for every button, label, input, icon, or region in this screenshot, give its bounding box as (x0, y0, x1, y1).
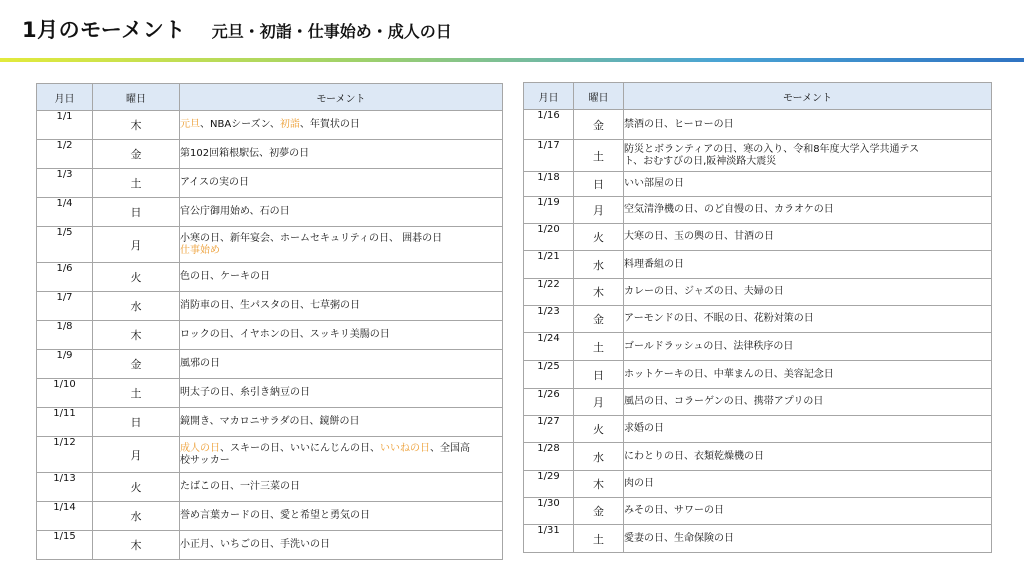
table-row (524, 471, 992, 498)
weekday-cell: 土 (93, 169, 180, 198)
date-cell: 1/20 (524, 224, 574, 251)
moment-text: 防災とボランティアの日、寒の入り、令和8年度大学入学共通テス (624, 143, 920, 155)
date-cell: 1/12 (37, 437, 93, 473)
moment-cell (180, 140, 503, 169)
table-row (37, 292, 503, 321)
moment-text: 鏡開き、マカロニサラダの日、鏡餅の日 (180, 416, 360, 427)
weekday-cell: 月 (93, 227, 180, 263)
header-date: 月日 (524, 83, 574, 110)
table-row (524, 306, 992, 333)
weekday-cell: 日 (574, 361, 624, 389)
table-row (524, 361, 992, 389)
header-date: 月日 (37, 84, 93, 111)
moment-text: 、スキーの日、いいにんじんの日、 (220, 442, 380, 454)
moment-cell (624, 416, 992, 443)
weekday-cell: 土 (93, 379, 180, 408)
moment-cell (624, 110, 992, 140)
moment-cell (624, 389, 992, 416)
date-cell: 1/21 (524, 251, 574, 279)
date-cell: 1/25 (524, 361, 574, 389)
moment-text: カレーの日、ジャズの日、夫婦の日 (624, 286, 784, 297)
date-cell: 1/19 (524, 197, 574, 224)
date-cell: 1/11 (37, 408, 93, 437)
table-row (524, 498, 992, 525)
table-row (37, 350, 503, 379)
moment-cell (180, 321, 503, 350)
table-row (37, 140, 503, 169)
date-cell: 1/3 (37, 169, 93, 198)
moment-text: 、全国高 (430, 442, 470, 454)
moment-text: 愛妻の日、生命保険の日 (624, 532, 734, 544)
table-row (37, 437, 503, 473)
table-row (524, 172, 992, 197)
moment-cell (180, 292, 503, 321)
table-row (37, 321, 503, 350)
moment-cell (180, 263, 503, 292)
date-cell: 1/8 (37, 321, 93, 350)
date-cell: 1/26 (524, 389, 574, 416)
moment-text: 色の日、ケーキの日 (180, 271, 270, 282)
moment-cell (180, 531, 503, 560)
weekday-cell: 土 (574, 140, 624, 172)
date-cell: 1/1 (37, 111, 93, 140)
moment-cell (180, 350, 503, 379)
moment-text: 、年賀状の日 (299, 119, 360, 130)
moment-text: みその日、サワーの日 (624, 505, 724, 516)
table-row (37, 473, 503, 502)
header-moment: モーメント (624, 83, 992, 110)
date-cell: 1/5 (37, 227, 93, 263)
weekday-cell: 日 (93, 198, 180, 227)
date-cell: 1/28 (524, 443, 574, 471)
moment-cell (624, 471, 992, 498)
table-row (524, 279, 992, 306)
weekday-cell: 木 (574, 279, 624, 306)
date-cell: 1/17 (524, 140, 574, 172)
moment-cell (624, 525, 992, 553)
table-row (524, 110, 992, 140)
moment-text: 校サッカー (180, 454, 230, 466)
moment-cell (180, 437, 503, 473)
weekday-cell: 火 (93, 263, 180, 292)
table-row (524, 525, 992, 553)
moment-text: ホットケーキの日、中華まんの日、美容記念日 (624, 368, 834, 380)
moment-cell (624, 251, 992, 279)
header-dow: 曜日 (93, 84, 180, 111)
weekday-cell: 土 (574, 525, 624, 553)
moment-text: ロックの日、イヤホンの日、スッキリ美腸の日 (180, 329, 390, 340)
weekday-cell: 水 (574, 251, 624, 279)
date-cell: 1/13 (37, 473, 93, 502)
date-cell: 1/30 (524, 498, 574, 525)
table-row (37, 379, 503, 408)
table-row (524, 416, 992, 443)
moment-text: いい部屋の日 (624, 178, 684, 189)
page-subtitle: 元旦・初詣・仕事始め・成人の日 (211, 22, 452, 41)
moment-cell (180, 227, 503, 263)
date-cell: 1/7 (37, 292, 93, 321)
date-cell: 1/2 (37, 140, 93, 169)
weekday-cell: 金 (93, 350, 180, 379)
table-row (37, 227, 503, 263)
table-row (524, 197, 992, 224)
moment-text: 料理番組の日 (624, 258, 684, 270)
weekday-cell: 木 (93, 531, 180, 560)
date-cell: 1/18 (524, 172, 574, 197)
weekday-cell: 水 (93, 292, 180, 321)
moment-text: 風邪の日 (180, 358, 220, 369)
date-cell: 1/31 (524, 525, 574, 553)
moment-text: 官公庁御用始め、石の日 (180, 206, 290, 217)
table-row (524, 443, 992, 471)
date-cell: 1/14 (37, 502, 93, 531)
moment-cell (180, 169, 503, 198)
weekday-cell: 火 (574, 416, 624, 443)
moment-text: 空気清浄機の日、のど自慢の日、カラオケの日 (624, 204, 834, 215)
moment-cell (624, 361, 992, 389)
moment-text: 第102回箱根駅伝、初夢の日 (180, 148, 310, 159)
weekday-cell: 土 (574, 333, 624, 361)
moment-cell (180, 111, 503, 140)
weekday-cell: 日 (574, 172, 624, 197)
weekday-cell: 金 (574, 498, 624, 525)
date-cell: 1/15 (37, 531, 93, 560)
moment-cell (624, 172, 992, 197)
moment-cell (624, 224, 992, 251)
table-row (524, 389, 992, 416)
table-row (37, 169, 503, 198)
highlighted-moment-text: 成人の日 (180, 442, 220, 454)
moment-cell (180, 473, 503, 502)
weekday-cell: 水 (93, 502, 180, 531)
moment-text: 肉の日 (624, 478, 654, 489)
date-cell: 1/6 (37, 263, 93, 292)
weekday-cell: 木 (93, 111, 180, 140)
weekday-cell: 木 (574, 471, 624, 498)
date-cell: 1/27 (524, 416, 574, 443)
weekday-cell: 金 (574, 306, 624, 333)
header-moment: モーメント (180, 84, 503, 111)
weekday-cell: 火 (574, 224, 624, 251)
moment-cell (624, 140, 992, 172)
table-row (37, 111, 503, 140)
moment-cell (624, 197, 992, 224)
highlighted-moment-text: いいねの日 (380, 442, 430, 454)
moment-text: 誉め言葉カードの日、愛と希望と勇気の日 (180, 510, 370, 521)
moment-text: たばこの日、一汁三菜の日 (180, 481, 300, 492)
moment-cell (180, 408, 503, 437)
date-cell: 1/9 (37, 350, 93, 379)
moment-cell (624, 333, 992, 361)
moment-text: 求婚の日 (624, 423, 664, 434)
table-row (524, 251, 992, 279)
weekday-cell: 水 (574, 443, 624, 471)
weekday-cell: 月 (93, 437, 180, 473)
highlighted-moment-text: 初詣 (279, 119, 300, 130)
gradient-divider (0, 58, 1024, 62)
moment-cell (180, 198, 503, 227)
moment-text: 明太子の日、糸引き納豆の日 (180, 387, 310, 398)
moment-cell (624, 279, 992, 306)
moment-cell (624, 443, 992, 471)
date-cell: 1/23 (524, 306, 574, 333)
moment-text: 、NBAシーズン、 (200, 119, 280, 130)
moments-table-left (36, 83, 503, 560)
moment-text: ト、おむすびの日,阪神淡路大震災 (624, 155, 777, 167)
date-cell: 1/4 (37, 198, 93, 227)
moment-text: アーモンドの日、不眠の日、花粉対策の日 (624, 313, 814, 324)
moment-text: 風呂の日、コラーゲンの日、携帯アプリの日 (624, 396, 824, 407)
page-title: 1月のモーメント (22, 18, 186, 42)
moment-text: 消防車の日、生パスタの日、七草粥の日 (180, 300, 360, 311)
table-row (37, 408, 503, 437)
table-header-row (524, 83, 992, 110)
moment-text: ゴールドラッシュの日、法律秩序の日 (624, 340, 794, 352)
moment-cell (180, 379, 503, 408)
table-row (37, 502, 503, 531)
table-header-row (37, 84, 503, 111)
weekday-cell: 木 (93, 321, 180, 350)
header-dow: 曜日 (574, 83, 624, 110)
table-row (37, 198, 503, 227)
date-cell: 1/16 (524, 110, 574, 140)
moment-cell (180, 502, 503, 531)
table-row (524, 224, 992, 251)
weekday-cell: 月 (574, 197, 624, 224)
table-row (524, 140, 992, 172)
moment-text: アイスの実の日 (180, 177, 249, 188)
highlighted-moment-text: 仕事始め (180, 244, 220, 256)
weekday-cell: 金 (93, 140, 180, 169)
moment-text: にわとりの日、衣類乾燥機の日 (624, 450, 764, 462)
weekday-cell: 日 (93, 408, 180, 437)
page-header (22, 14, 452, 48)
weekday-cell: 金 (574, 110, 624, 140)
moment-text: 小寒の日、新年宴会、ホームセキュリティの日、 囲碁の日 (180, 232, 443, 244)
moment-cell (624, 306, 992, 333)
date-cell: 1/29 (524, 471, 574, 498)
date-cell: 1/24 (524, 333, 574, 361)
date-cell: 1/10 (37, 379, 93, 408)
moment-cell (624, 498, 992, 525)
table-row (37, 263, 503, 292)
highlighted-moment-text: 元旦 (180, 119, 200, 130)
moment-text: 大寒の日、玉の輿の日、甘酒の日 (624, 231, 774, 242)
moment-text: 小正月、いちごの日、手洗いの日 (180, 539, 330, 550)
moments-table-right (523, 82, 992, 553)
weekday-cell: 火 (93, 473, 180, 502)
table-row (524, 333, 992, 361)
table-row (37, 531, 503, 560)
weekday-cell: 月 (574, 389, 624, 416)
moment-text: 禁酒の日、ヒーローの日 (624, 118, 734, 130)
date-cell: 1/22 (524, 279, 574, 306)
